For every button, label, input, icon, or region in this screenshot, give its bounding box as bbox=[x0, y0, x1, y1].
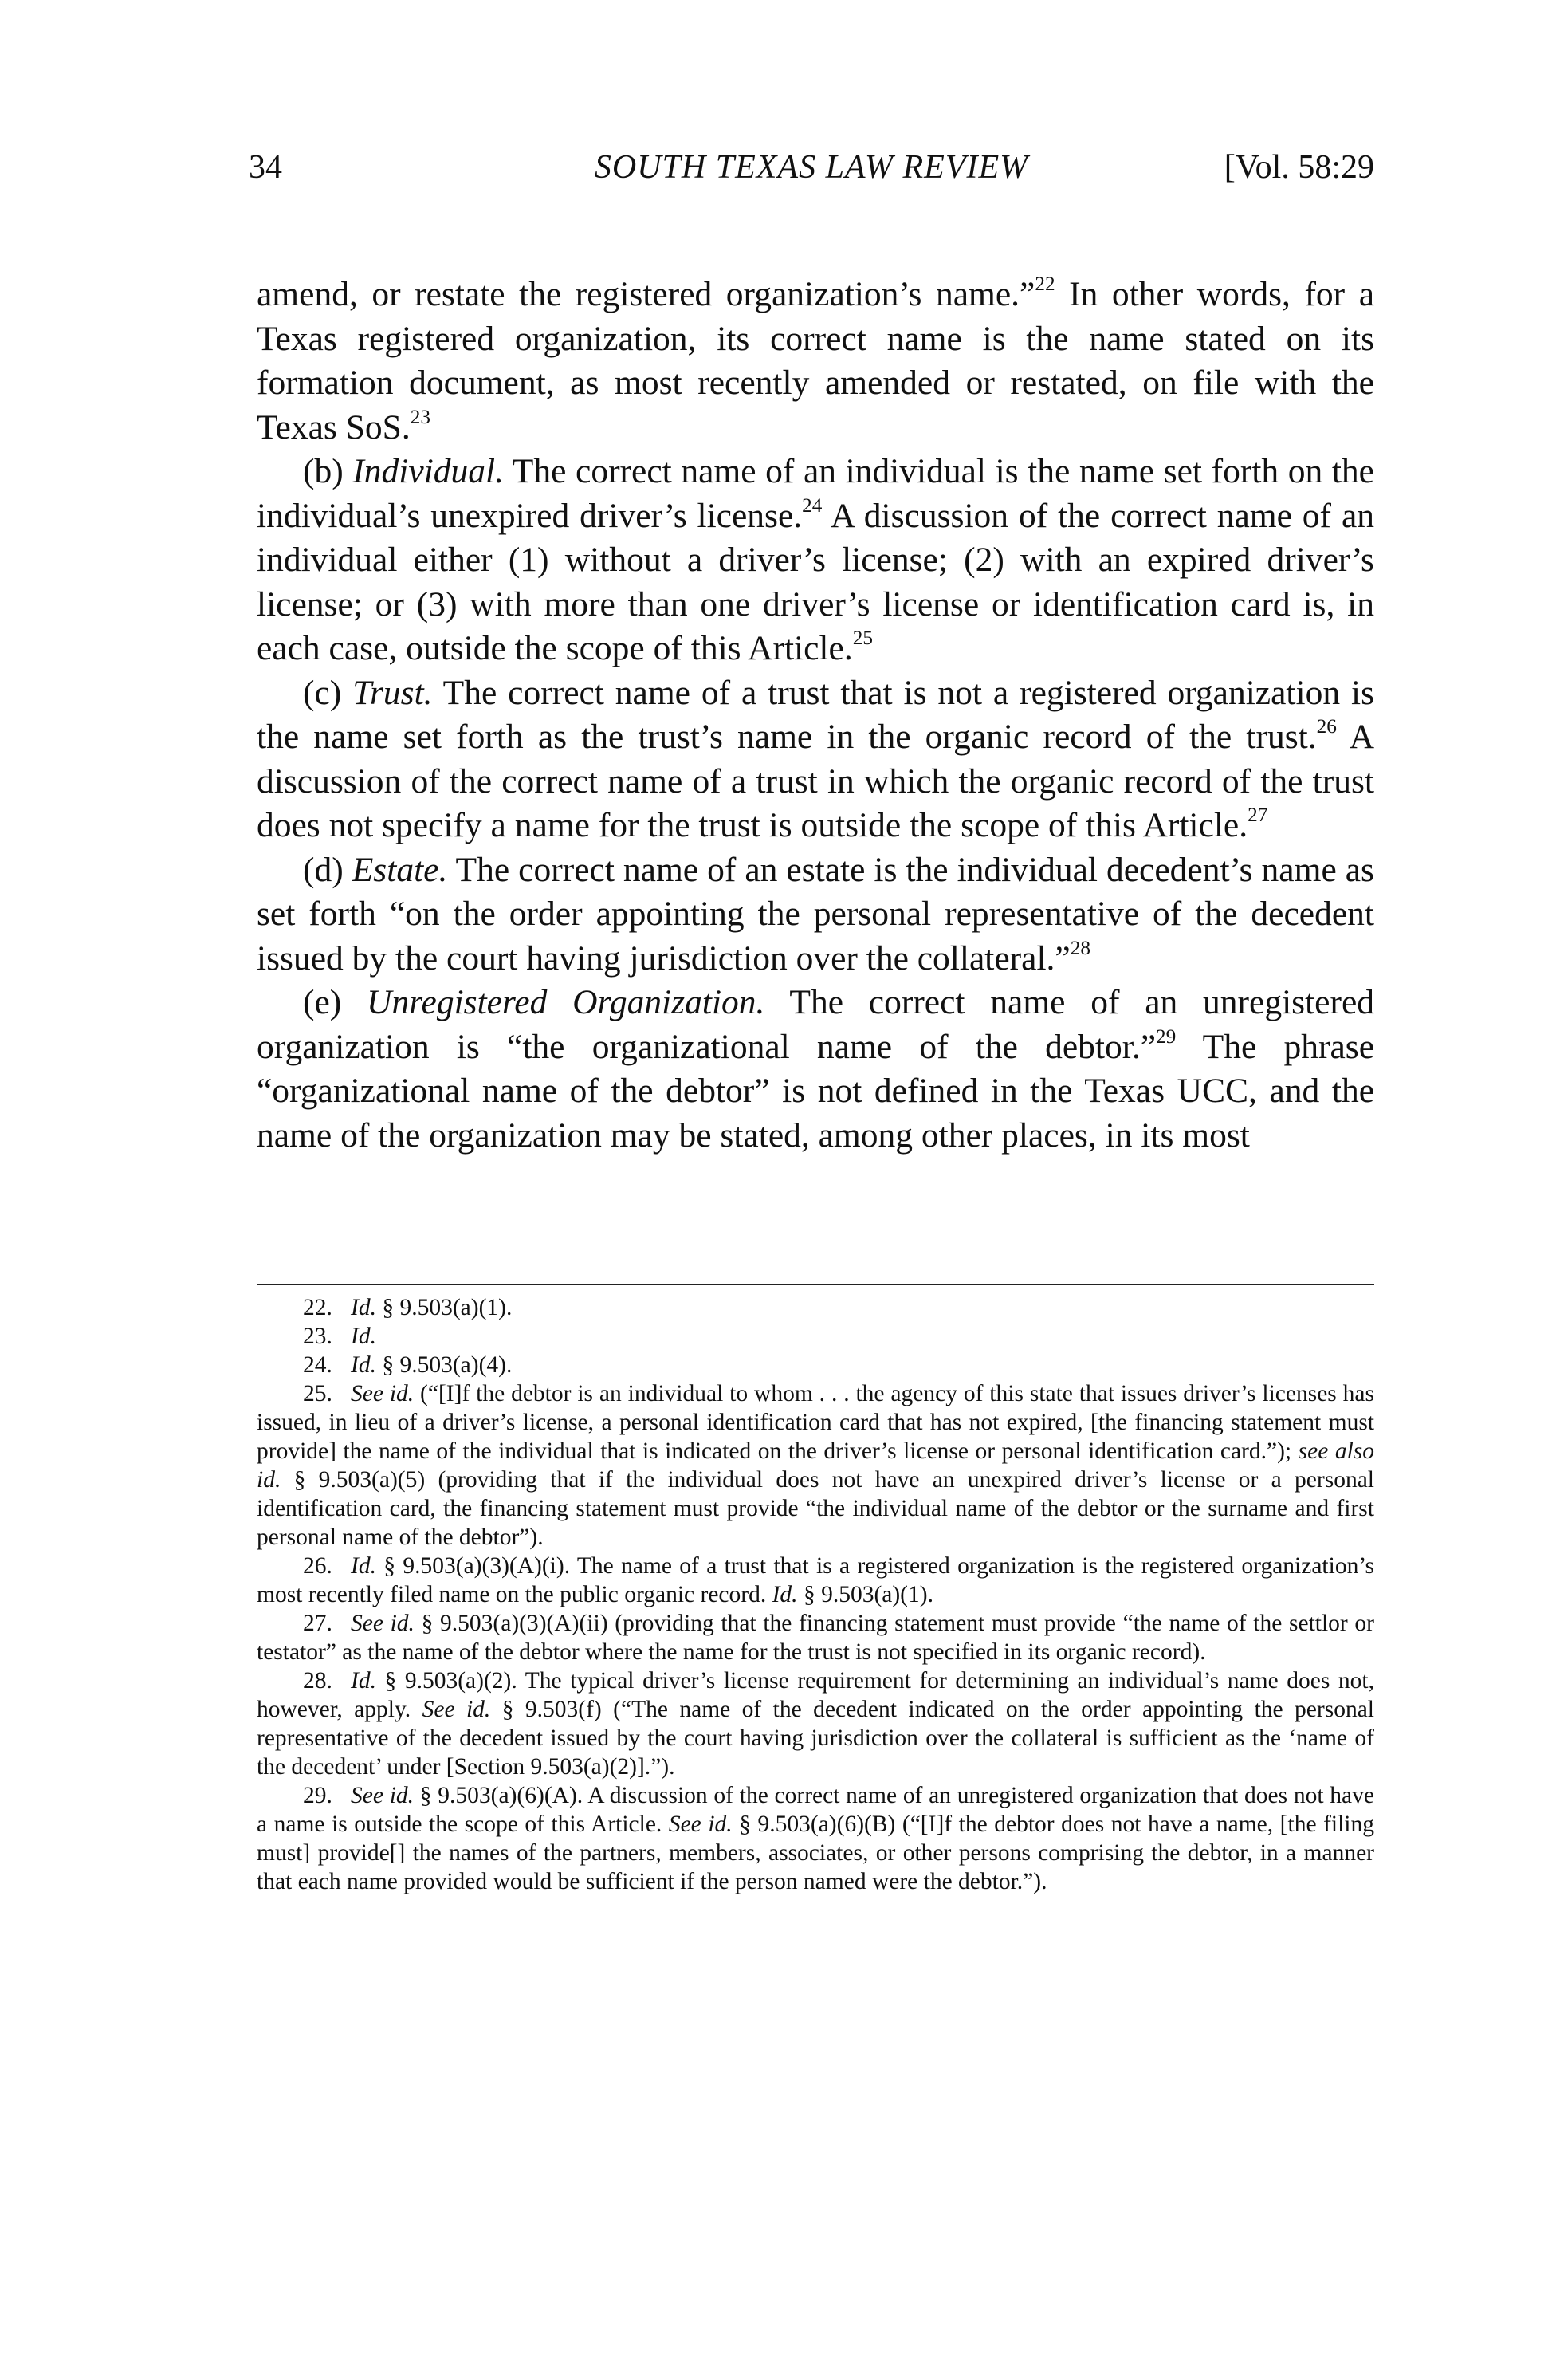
text-span: The correct name of an estate is the individual decedent’s name as set forth “on the order appointing the personal representative of the decedent issued by the court having jurisdiction over the collateral.” bbox=[257, 850, 1374, 978]
footnote-number: 22. bbox=[303, 1295, 332, 1320]
body-text bbox=[257, 273, 1374, 1158]
page-number: 34 bbox=[249, 149, 282, 186]
footnote-24 bbox=[257, 1351, 1374, 1379]
text-span: The correct name of an individual is the name set forth on the individual’s unexpired driver’s license. bbox=[257, 452, 1374, 535]
footnote-number: 26. bbox=[303, 1553, 332, 1579]
footnote-ref-22: 22 bbox=[1035, 273, 1055, 296]
paragraph-trust bbox=[257, 671, 1374, 848]
footnote-ref-24: 24 bbox=[802, 494, 823, 517]
citation-signal: Id. bbox=[772, 1582, 798, 1607]
citation-signal: See id. bbox=[351, 1611, 415, 1636]
footnote-divider bbox=[257, 1284, 1374, 1285]
text-span: § 9.503(a)(2). The typical driver’s license requirement for determining an individual’s name does not, however, apply. bbox=[257, 1668, 1374, 1722]
footnote-29 bbox=[257, 1781, 1374, 1896]
citation-signal: See id. bbox=[351, 1381, 415, 1406]
subheading-individual: Individual. bbox=[352, 452, 504, 490]
footnote-ref-26: 26 bbox=[1316, 716, 1337, 738]
text-span: § 9.503(a)(6)(B) (“[I]f the debtor does not have a name, [the filing must] provide[] the names of the partners, members, associates, or other persons comprising the debtor, in a manner that each name provided would be sufficient if the person named were the debtor.”). bbox=[257, 1812, 1374, 1894]
text-span: The correct name of an unregistered organization is “the organizational name of the debtor.” bbox=[257, 983, 1375, 1066]
footnote-ref-25: 25 bbox=[852, 627, 873, 650]
footnote-number: 25. bbox=[303, 1381, 332, 1406]
paragraph-estate bbox=[257, 848, 1374, 982]
text-span: amend, or restate the registered organization’s name.” bbox=[257, 275, 1035, 313]
citation-signal: Id. bbox=[351, 1352, 376, 1378]
citation-signal: See id. bbox=[422, 1697, 491, 1722]
footnote-ref-27: 27 bbox=[1248, 804, 1268, 827]
text-span: § 9.503(f) (“The name of the decedent indicated on the order appointing the personal representative of the decedent issued by the court having jurisdiction over the collateral is sufficient as the ‘name of the decedent’ under [Section 9.503(a)(2)].”). bbox=[257, 1697, 1374, 1780]
citation-signal: See id. bbox=[668, 1812, 733, 1837]
running-header bbox=[249, 144, 1374, 191]
text-span: § 9.503(a)(1). bbox=[797, 1582, 933, 1607]
footnote-23 bbox=[257, 1322, 1374, 1351]
subheading-estate: Estate. bbox=[352, 850, 448, 889]
text-span: A discussion of the correct name of a trust in which the organic record of the trust does not specify a name for the trust is outside the scope of this Article. bbox=[257, 718, 1374, 844]
text-span: § 9.503(a)(1). bbox=[375, 1295, 513, 1320]
footnote-28 bbox=[257, 1666, 1374, 1781]
citation-signal: Id. bbox=[351, 1324, 376, 1349]
footnote-27 bbox=[257, 1609, 1374, 1666]
text-span: A discussion of the correct name of an individual either (1) without a driver’s license; (2) with an expired driver’s license; or (3) with more than one driver’s license or identification card is, in each case, outside the scope of this Article. bbox=[257, 496, 1374, 667]
list-marker: (d) bbox=[303, 850, 352, 889]
text-span: In other words, for a Texas registered organization, its correct name is the name stated on its formation document, as most recently amended or restated, on file with the Texas SoS. bbox=[257, 275, 1374, 446]
paragraph-individual bbox=[257, 450, 1374, 671]
text-span: § 9.503(a)(6)(A). A discussion of the correct name of an unregistered organization that does not have a name is outside the scope of this Article. bbox=[257, 1783, 1374, 1837]
text-span: The correct name of a trust that is not a registered organization is the name set forth as the trust’s name in the organic record of the trust. bbox=[257, 673, 1374, 756]
footnote-ref-23: 23 bbox=[410, 406, 430, 428]
footnote-number: 28. bbox=[303, 1668, 332, 1694]
footnote-number: 23. bbox=[303, 1324, 332, 1349]
subheading-unregistered-organization: Unregistered Organization. bbox=[367, 983, 765, 1021]
citation-signal: see also id. bbox=[257, 1438, 1375, 1493]
text-span: § 9.503(a)(3)(A)(i). The name of a trust that is a registered organization is the registered organization’s most recently filed name on the public organic record. bbox=[257, 1553, 1374, 1607]
citation-signal: Id. bbox=[351, 1295, 376, 1320]
citation-signal: Id. bbox=[351, 1553, 376, 1579]
footnote-number: 27. bbox=[303, 1611, 332, 1636]
citation-signal: Id. bbox=[351, 1668, 376, 1694]
citation-signal: See id. bbox=[351, 1783, 415, 1808]
text-span: § 9.503(a)(4). bbox=[375, 1352, 513, 1378]
footnote-ref-28: 28 bbox=[1070, 937, 1090, 959]
paragraph-unregistered-organization bbox=[257, 981, 1374, 1158]
footnote-number: 24. bbox=[303, 1352, 332, 1378]
journal-title: SOUTH TEXAS LAW REVIEW bbox=[594, 149, 1029, 186]
footnote-22 bbox=[257, 1293, 1374, 1322]
text-span: § 9.503(a)(5) (providing that if the individual does not have an unexpired driver’s license or a personal identification card, the financing statement must provide “the individual name of the debtor or the surname and first personal name of the debtor”). bbox=[257, 1467, 1374, 1550]
footnote-number: 29. bbox=[303, 1783, 332, 1808]
text-span: The phrase “organizational name of the debtor” is not defined in the Texas UCC, and the name of the organization may be stated, among other places, in its most bbox=[257, 1027, 1375, 1155]
list-marker: (e) bbox=[303, 983, 367, 1021]
subheading-trust: Trust. bbox=[352, 673, 433, 712]
footnote-26 bbox=[257, 1552, 1374, 1609]
list-marker: (c) bbox=[303, 673, 353, 712]
footnote-ref-29: 29 bbox=[1156, 1025, 1177, 1048]
paragraph-registered-organization bbox=[257, 273, 1374, 450]
text-span: (“[I]f the debtor is an individual to whom . . . the agency of this state that issues driver’s licenses has issued, in lieu of a driver’s license, a personal identification card that has not expired, [the financing statement must provide] the name of the individual that is indicated on the driver’s license or personal identification card.”); bbox=[257, 1381, 1374, 1464]
list-marker: (b) bbox=[303, 452, 353, 490]
volume-citation: [Vol. 58:29 bbox=[1224, 149, 1374, 186]
footnote-25 bbox=[257, 1379, 1374, 1552]
text-span: § 9.503(a)(3)(A)(ii) (providing that the financing statement must provide “the name of the settlor or testator” as the name of the debtor where the name for the trust is not specified in its organic record). bbox=[257, 1611, 1374, 1665]
footnotes bbox=[257, 1293, 1374, 1896]
